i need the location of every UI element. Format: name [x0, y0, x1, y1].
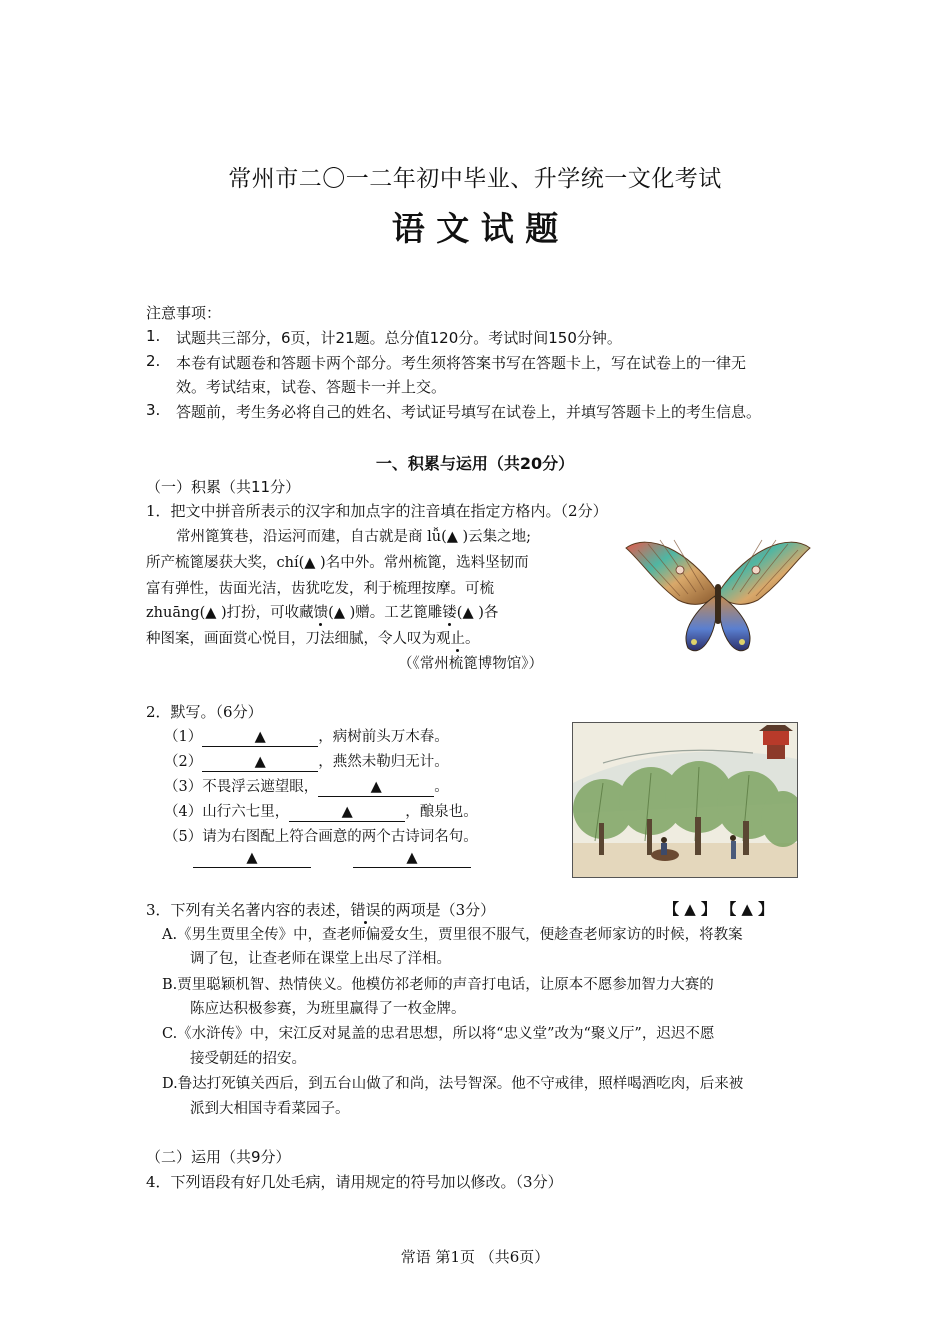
answer-marker: ▲	[304, 555, 316, 571]
q2-prompt: 2．默写。（6分）	[146, 703, 263, 721]
q4-prompt: 4．下列语段有好几处毛病，请用规定的符号加以修改。（3分）	[146, 1173, 563, 1191]
q3-answer-brackets: 【 ▲ 】 【 ▲ 】	[664, 900, 774, 918]
notice-item-2-cont: 效。考试结束，试卷、答题卡一并上交。	[176, 378, 447, 396]
answer-marker: ▲	[333, 605, 345, 621]
butterfly-comb-image	[618, 530, 818, 662]
q3-option-d-cont: 派到大相国寺看菜园子。	[190, 1101, 350, 1117]
exam-title: 常州市二〇一二年初中毕业、升学统一文化考试	[228, 166, 722, 192]
q3-option-b: B.贾里聪颖机智、热情侠义。他模仿祁老师的声音打电话，让原本不愿参加智力大赛的	[162, 977, 714, 993]
answer-blank: ▲	[193, 849, 311, 868]
q1-line-1: 常州篦箕巷，沿运河而建，自古就是商 lǚ(▲ )云集之地;	[176, 529, 532, 545]
answer-blank: ▲	[202, 728, 318, 747]
q1-line-5: 种图案，画面赏心悦目，刀法细腻，令人叹为观止。	[146, 631, 480, 647]
part1-heading: 一、积累与运用（共20分）	[375, 454, 575, 473]
q2-item-4: （4）山行六七里， ▲ ，酿泉也。	[164, 804, 478, 820]
answer-blank: ▲	[289, 803, 405, 822]
section-1-heading: （一）积累（共11分）	[146, 478, 301, 496]
notice-item-2: 本卷有试题卷和答题卡两个部分。考生须将答案书写在答题卡上，写在试卷上的一律无	[176, 354, 747, 372]
q3-option-b-cont: 陈应达积极参赛，为班里赢得了一枚金牌。	[190, 1001, 466, 1017]
notice-item-1: 试题共三部分，6页，计21题。总分值120分。考试时间150分钟。	[176, 329, 622, 347]
q2-item-2: （2） ▲ ，燕然未勒归无计。	[164, 754, 449, 770]
page-footer: 常语 第1页 （共6页）	[400, 1248, 550, 1266]
q3-option-c: C.《水浒传》中，宋江反对晁盖的忠君思想，所以将“忠义堂”改为“聚义厅”，迟迟不愿	[162, 1026, 715, 1042]
q3-option-a-cont: 调了包，让查老师在课堂上出尽了洋相。	[190, 951, 451, 967]
answer-marker: ▲	[446, 529, 458, 545]
q1-source: （《常州梳篦博物馆》）	[398, 656, 543, 672]
answer-blank: ▲	[353, 849, 471, 868]
q1-prompt: 1．把文中拼音所表示的汉字和加点字的注音填在指定方格内。（2分）	[146, 502, 608, 520]
q2-item-1: （1） ▲ ，病树前头万木春。	[164, 729, 449, 745]
notice-item-3: 答题前，考生务必将自己的姓名、考试证号填写在试卷上，并填写答题卡上的考生信息。	[176, 403, 762, 421]
section-2-heading: （二）运用（共9分）	[146, 1148, 291, 1166]
answer-marker: ▲	[205, 605, 217, 621]
answer-marker: ▲	[462, 605, 474, 621]
q1-line-3: 富有弹性，齿面光洁，齿犹吃发，利于梳理按摩。可梳	[146, 581, 494, 597]
q3-prompt: 3．下列有关名著内容的表述，错误的两项是（3分）	[146, 901, 496, 919]
q2-item-3: （3）不畏浮云遮望眼， ▲ 。	[164, 779, 449, 795]
q2-item-5: （5）请为右图配上符合画意的两个古诗词名句。	[164, 829, 478, 845]
notice-heading: 注意事项：	[146, 304, 222, 322]
q3-option-d: D.鲁达打死镇关西后，到五台山做了和尚，法号智深。他不守戒律，照样喝酒吃肉，后来被	[162, 1076, 744, 1092]
answer-blank: ▲	[318, 778, 434, 797]
q2-item-5-blanks	[193, 849, 471, 868]
q3-option-c-cont: 接受朝廷的招安。	[190, 1051, 306, 1067]
q1-line-2: 所产梳篦屡获大奖，chí(▲ )名中外。常州梳篦，选料坚韧而	[146, 555, 529, 571]
notice-item-3-num: 3.	[146, 401, 161, 419]
notice-item-1-num: 1.	[146, 327, 161, 345]
q1-line-4: zhuāng(▲ )打扮，可收藏馈(▲ )赠。工艺篦雕镂(▲ )各	[146, 605, 499, 621]
answer-blank: ▲	[202, 753, 318, 772]
exam-subtitle: 语 文 试 题	[391, 209, 559, 248]
willow-painting-image	[572, 722, 798, 878]
notice-item-2-num: 2.	[146, 352, 161, 370]
q3-option-a: A.《男生贾里全传》中，查老师偏爱女生，贾里很不服气，便趁查老师家访的时候，将教案	[162, 927, 743, 943]
